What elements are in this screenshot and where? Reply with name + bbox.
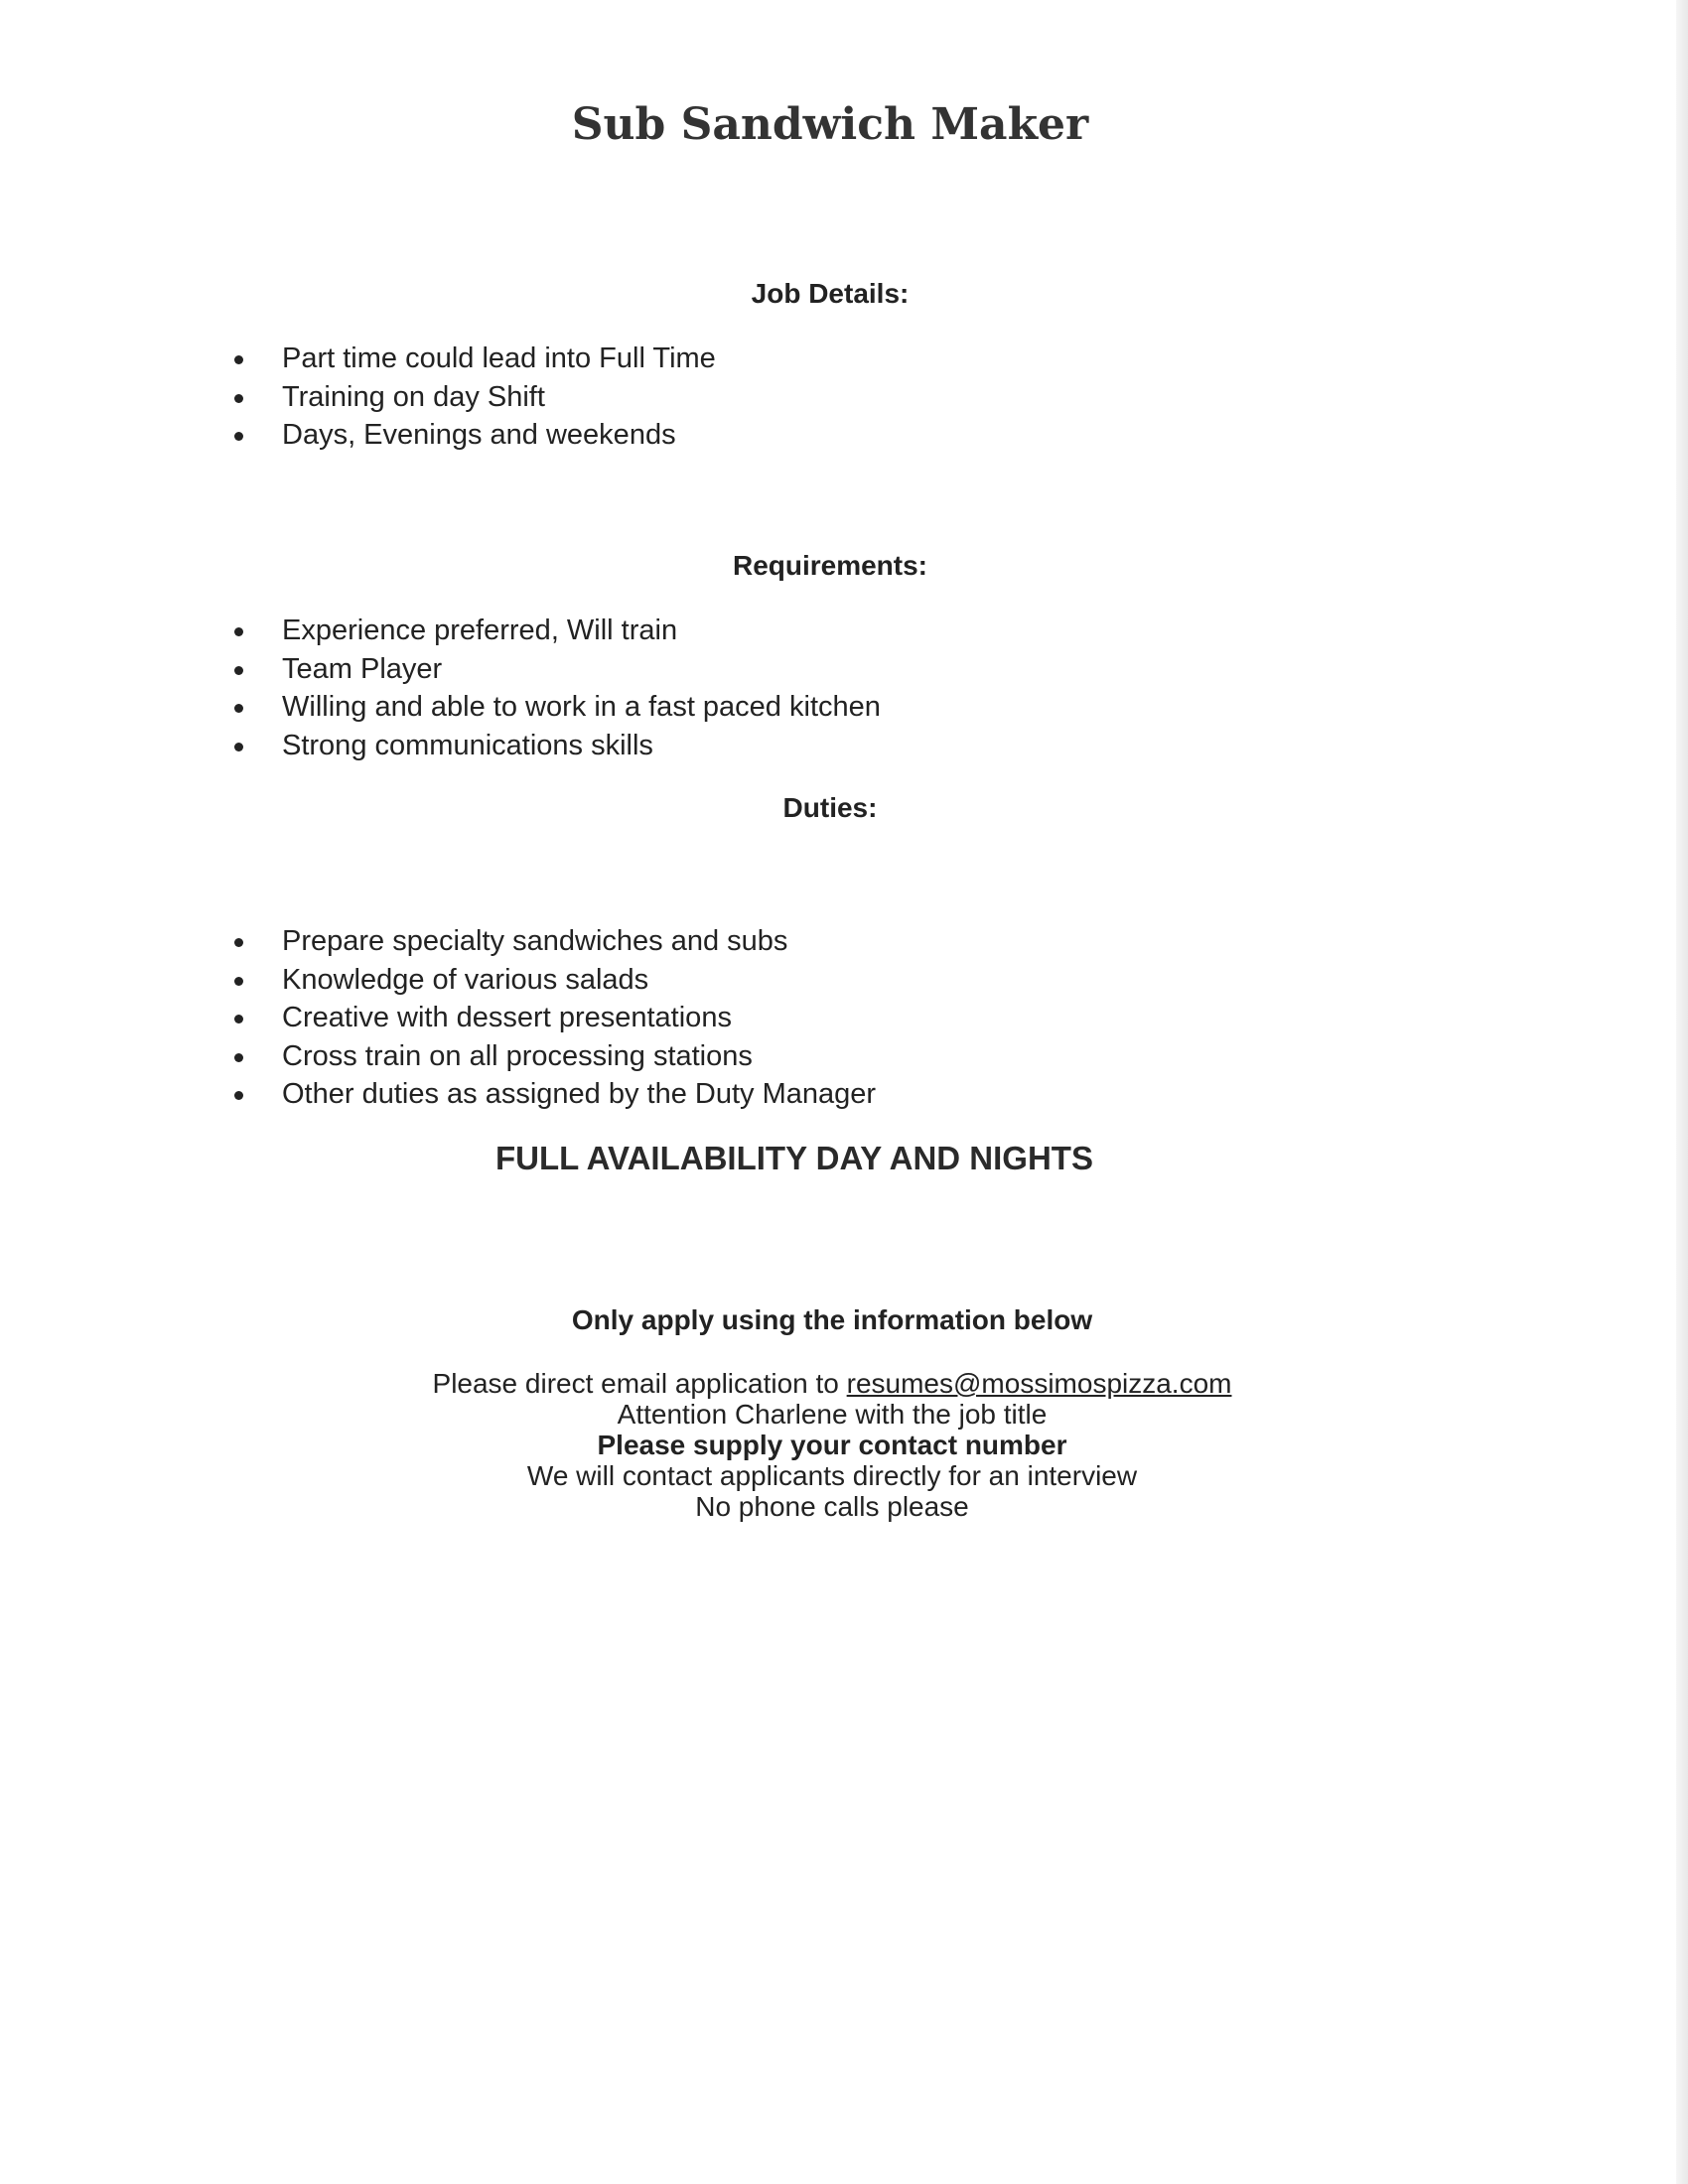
scan-edge: [1676, 0, 1688, 2184]
requirements-heading: Requirements:: [732, 550, 928, 581]
list-item: Creative with dessert presentations: [234, 999, 876, 1037]
job-details-heading: Job Details:: [751, 278, 910, 309]
availability-notice: FULL AVAILABILITY DAY AND NIGHTS: [495, 1140, 1093, 1176]
job-details-list: [234, 340, 716, 455]
apply-heading: Only apply using the information below: [571, 1304, 1093, 1335]
duties-heading: Duties:: [782, 792, 878, 823]
list-item: Days, Evenings and weekends: [234, 416, 716, 455]
duties-list: [234, 922, 876, 1114]
list-item: Cross train on all processing stations: [234, 1037, 876, 1076]
requirements-list: [234, 612, 881, 764]
contact-note-line: We will contact applicants directly for an interview: [526, 1460, 1138, 1491]
page-title: Sub Sandwich Maker: [571, 99, 1089, 150]
no-calls-line: No phone calls please: [695, 1491, 969, 1522]
list-item: Team Player: [234, 650, 881, 689]
list-item: Prepare specialty sandwiches and subs: [234, 922, 876, 961]
email-link[interactable]: resumes@mossimospizza.com: [846, 1368, 1232, 1399]
list-item: Training on day Shift: [234, 378, 716, 417]
email-prefix: Please direct email application to: [432, 1368, 847, 1399]
contact-block: [0, 1368, 1664, 1522]
list-item: Other duties as assigned by the Duty Manager: [234, 1075, 876, 1114]
list-item: Experience preferred, Will train: [234, 612, 881, 650]
list-item: Strong communications skills: [234, 727, 881, 765]
supply-contact-line: Please supply your contact number: [597, 1430, 1067, 1460]
list-item: Part time could lead into Full Time: [234, 340, 716, 378]
attention-line: Attention Charlene with the job title: [617, 1399, 1048, 1430]
list-item: Knowledge of various salads: [234, 961, 876, 1000]
email-line: [0, 1368, 1664, 1399]
list-item: Willing and able to work in a fast paced kitchen: [234, 688, 881, 727]
